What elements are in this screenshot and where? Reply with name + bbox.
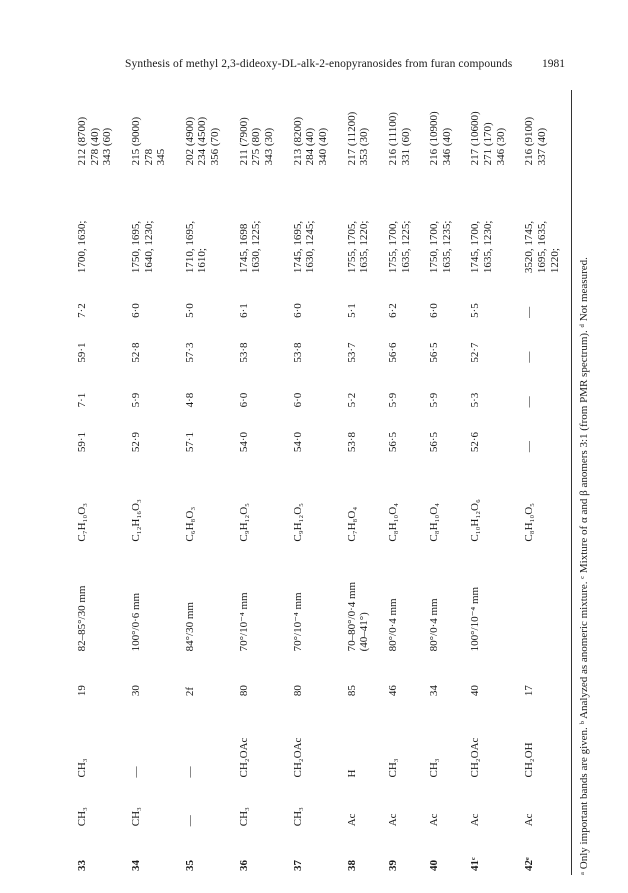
hydrogen-found-cell: 6·0 [129, 303, 142, 318]
uv-maxima-line: 234 (4500) [196, 116, 209, 166]
carbon-calculated-cell: 54·0 [291, 431, 304, 453]
uv-maxima-line: 216 (11100) [386, 112, 399, 166]
boiling-point-line: 100°/0·6 mm [129, 592, 142, 652]
hydrogen-found-cell: 6·0 [291, 303, 304, 318]
boiling-point-cell [72, 546, 120, 656]
ir-bands-cell [72, 169, 120, 277]
carbon-found-cell: — [523, 351, 536, 363]
carbon-found-cell: 57·3 [183, 342, 196, 363]
uv-maxima-line: 346 (30) [494, 127, 507, 166]
ir-bands-cell [513, 169, 567, 277]
boiling-point-line: 70°/10⁻⁴ mm [291, 592, 304, 652]
hydrogen-calculated-cell: — [523, 396, 536, 408]
uv-maxima-cell [336, 90, 377, 169]
uv-maxima-line: 216 (10900) [428, 111, 441, 166]
uv-maxima-line: 331 (60) [399, 127, 412, 166]
substituent-r1-cell: Ac [523, 813, 536, 827]
ir-bands-line: 1640, 1230; [142, 220, 155, 274]
carbon-calculated-cell: 57·1 [183, 431, 196, 453]
ir-bands-line: 1700, 1630; [76, 220, 88, 274]
uv-maxima-line: 217 (11200) [345, 111, 358, 166]
boiling-point-line: 70°/10⁻⁴ mm [237, 592, 250, 652]
ir-bands-cell [228, 169, 282, 277]
table-row [459, 90, 513, 875]
uv-maxima-line: 337 (40) [536, 127, 549, 166]
ir-bands-cell [459, 169, 513, 277]
formula-cell: C₈H₁₀O₄ [386, 503, 399, 542]
compound-number-cell: 38 [345, 860, 358, 871]
hydrogen-calculated-cell: 7·1 [76, 392, 88, 408]
uv-maxima-line: 202 (4900) [183, 116, 196, 166]
formula-cell: C₁₀H₁₂O₆ [469, 499, 482, 542]
uv-maxima-line: 216 (9100) [523, 116, 536, 166]
yield-cell: 34 [428, 685, 441, 697]
substituent-r2-cell: CH₂OH [523, 742, 536, 778]
ir-bands-line: 1610; [196, 248, 209, 274]
boiling-point-line: 70–80°/0·4 mm [345, 581, 358, 652]
ir-bands-line: 1750, 1700, [428, 220, 441, 274]
formula-cell: C₁₂H₁₆O₃ [129, 499, 142, 542]
hydrogen-found-cell: 6·0 [428, 303, 441, 318]
boiling-point-cell [120, 546, 174, 656]
hydrogen-calculated-cell: 6·0 [237, 392, 250, 408]
substituent-r2-cell: CH₂OAc [291, 737, 304, 778]
substituent-r1-cell: CH₃ [237, 807, 250, 827]
boiling-point-line: 100°/10⁻⁴ mm [469, 586, 482, 652]
table-row [120, 90, 174, 875]
table-row [72, 90, 120, 875]
uv-maxima-line: 278 (40) [88, 127, 101, 166]
carbon-calculated-cell: 56·5 [386, 431, 399, 453]
yield-cell: 30 [129, 685, 142, 697]
ir-bands-cell [174, 169, 228, 277]
hydrogen-found-cell: 6·1 [237, 303, 250, 318]
carbon-found-cell: 52·8 [129, 342, 142, 363]
boiling-point-cell [336, 546, 377, 656]
carbon-calculated-cell: 54·0 [237, 431, 250, 453]
compound-number-cell: 39 [386, 860, 399, 871]
hydrogen-calculated-cell: 6·0 [291, 392, 304, 408]
yield-cell: 2f [183, 686, 196, 697]
substituent-r2-cell: — [129, 766, 142, 778]
table-row [282, 90, 336, 875]
formula-cell: C₈H₁₀O₅ [523, 503, 536, 542]
boiling-point-cell [377, 546, 418, 656]
uv-maxima-cell [418, 90, 459, 169]
uv-maxima-line: 345 [155, 148, 168, 166]
table-bottom-rule [571, 90, 572, 875]
hydrogen-found-cell: — [523, 306, 536, 318]
formula-cell: C₇H₈O₄ [345, 506, 358, 542]
ir-bands-cell [120, 169, 174, 277]
substituent-r1-cell: CH₃ [129, 807, 142, 827]
running-header [125, 58, 565, 78]
ir-bands-line: 1635, 1235; [440, 220, 453, 274]
ir-bands-line: 1635, 1230; [482, 220, 495, 274]
carbon-found-cell: 59·1 [76, 342, 88, 363]
boiling-point-cell [418, 546, 459, 656]
substituent-r1-cell: — [183, 815, 196, 827]
uv-maxima-line: 215 (9000) [129, 116, 142, 166]
uv-maxima-line: 217 (10600) [469, 111, 482, 166]
substituent-r1-cell: CH₃ [76, 807, 88, 827]
ir-bands-line: 1630, 1245; [304, 220, 317, 274]
uv-maxima-line: 356 (70) [209, 127, 222, 166]
ir-bands-line: 1745, 1700, [469, 220, 482, 274]
table-row [336, 90, 377, 875]
table-row [228, 90, 282, 875]
compound-number-cell: 37 [291, 860, 304, 871]
substituent-r1-cell: Ac [345, 813, 358, 827]
boiling-point-line: 80°/0·4 mm [386, 598, 399, 652]
hydrogen-found-cell: 5·5 [469, 303, 482, 318]
uv-maxima-cell [72, 90, 120, 169]
substituent-r1-cell: Ac [428, 813, 441, 827]
boiling-point-cell [513, 546, 567, 656]
hydrogen-calculated-cell: 5·3 [469, 392, 482, 408]
ir-bands-line: 1630, 1225; [250, 220, 263, 274]
hydrogen-calculated-cell: 5·9 [129, 392, 142, 408]
yield-cell: 80 [237, 685, 250, 697]
hydrogen-calculated-cell: 5·2 [345, 392, 358, 408]
boiling-point-line: 82–85°/30 mm [76, 585, 88, 652]
carbon-calculated-cell: 59·1 [76, 431, 88, 453]
ir-bands-cell [418, 169, 459, 277]
boiling-point-cell [174, 546, 228, 656]
ir-bands-line: 1635, 1225; [399, 220, 412, 274]
boiling-point-line: 80°/0·4 mm [428, 598, 441, 652]
carbon-calculated-cell: 52·6 [469, 431, 482, 453]
substituent-r2-cell: CH₂OAc [469, 737, 482, 778]
carbon-found-cell: 56·5 [428, 342, 441, 363]
uv-maxima-line: 213 (8200) [291, 116, 304, 166]
ir-bands-line: 1710, 1695, [183, 220, 196, 274]
compound-number-cell: 36 [237, 860, 250, 871]
uv-maxima-line: 278 [142, 148, 155, 166]
uv-maxima-cell [513, 90, 567, 169]
yield-cell: 85 [345, 685, 358, 697]
carbon-found-cell: 53·7 [345, 342, 358, 363]
boiling-point-line: 84°/30 mm [183, 602, 196, 652]
uv-maxima-line: 343 (30) [263, 127, 276, 166]
formula-cell: C₇H₁₀O₃ [76, 503, 88, 542]
compound-number-cell: 42ᵉ [523, 857, 536, 871]
ir-bands-line: 1220; [548, 248, 561, 274]
uv-maxima-line: 275 (80) [250, 127, 263, 166]
ir-bands-cell [282, 169, 336, 277]
page-number: 1981 [542, 58, 565, 70]
yield-cell: 46 [386, 685, 399, 697]
compound-number-cell: 40 [428, 860, 441, 871]
carbon-found-cell: 56·6 [386, 342, 399, 363]
boiling-point-cell [459, 546, 513, 656]
uv-maxima-line: 343 (60) [101, 127, 114, 166]
yield-cell: 19 [76, 685, 88, 697]
compound-number-cell: 33 [76, 860, 88, 871]
uv-maxima-line: 212 (8700) [76, 116, 88, 166]
rotated-table-block [72, 90, 592, 875]
substituent-r2-cell: H [345, 769, 358, 778]
boiling-point-line: (40–41°) [358, 612, 371, 652]
hydrogen-calculated-cell: 5·9 [386, 392, 399, 408]
boiling-point-cell [228, 546, 282, 656]
carbon-calculated-cell: 56·5 [428, 431, 441, 453]
substituent-r1-cell: Ac [386, 813, 399, 827]
boiling-point-cell [282, 546, 336, 656]
formula-cell: C₈H₁₀O₄ [428, 503, 441, 542]
ir-bands-line: 1635, 1220; [358, 220, 371, 274]
carbon-calculated-cell: — [523, 441, 536, 453]
uv-maxima-line: 340 (40) [316, 127, 329, 166]
ir-bands-line: 3520, 1745, [523, 220, 536, 274]
hydrogen-found-cell: 5·1 [345, 303, 358, 318]
formula-cell: C₉H₁₂O₅ [291, 503, 304, 542]
table-row [377, 90, 418, 875]
ir-bands-line: 1755, 1700, [386, 220, 399, 274]
hydrogen-found-cell: 6·2 [386, 303, 399, 318]
ir-bands-line: 1695, 1635, [536, 220, 549, 274]
yield-cell: 40 [469, 685, 482, 697]
ir-bands-line: 1755, 1705, [345, 220, 358, 274]
carbon-calculated-cell: 52·9 [129, 431, 142, 453]
table-row [418, 90, 459, 875]
substituent-r2-cell: — [183, 766, 196, 778]
table-row [513, 90, 567, 875]
substituent-r1-cell: Ac [469, 813, 482, 827]
substituent-r2-cell: CH₃ [386, 758, 399, 778]
formula-cell: C₆H₈O₃ [183, 506, 196, 542]
uv-maxima-cell [228, 90, 282, 169]
uv-maxima-cell [174, 90, 228, 169]
compound-number-cell: 41ᶜ [469, 857, 482, 871]
table-footnote: ᵃ Only important bands are given. ᵇ Analyzed as anomeric mixture. ᶜ Mixture of α and β anomers 3:1 (from PMR spectrum). ᵈ Not measured. [578, 257, 591, 875]
uv-maxima-cell [377, 90, 418, 169]
compound-data-table [72, 90, 567, 875]
ir-bands-cell [377, 169, 418, 277]
yield-cell: 17 [523, 685, 536, 697]
running-title: Synthesis of methyl 2,3-dideoxy-DL-alk-2-enopyranosides from furan compounds [125, 58, 513, 70]
ir-bands-line: 1745, 1695, [291, 220, 304, 274]
uv-maxima-cell [282, 90, 336, 169]
uv-maxima-line: 211 (7900) [237, 117, 250, 166]
hydrogen-found-cell: 5·0 [183, 303, 196, 318]
carbon-found-cell: 52·7 [469, 342, 482, 363]
hydrogen-found-cell: 7·2 [76, 303, 88, 318]
uv-maxima-line: 346 (40) [440, 127, 453, 166]
yield-cell: 80 [291, 685, 304, 697]
compound-number-cell: 35 [183, 860, 196, 871]
formula-cell: C₉H₁₂O₅ [237, 503, 250, 542]
uv-maxima-line: 353 (30) [358, 127, 371, 166]
compound-number-cell: 34 [129, 860, 142, 871]
uv-maxima-line: 271 (170) [482, 122, 495, 166]
substituent-r2-cell: CH₂OAc [237, 737, 250, 778]
ir-bands-line: 1750, 1695, [129, 220, 142, 274]
substituent-r2-cell: CH₃ [76, 758, 88, 778]
uv-maxima-cell [459, 90, 513, 169]
uv-maxima-cell [120, 90, 174, 169]
substituent-r2-cell: CH₃ [428, 758, 441, 778]
substituent-r1-cell: CH₃ [291, 807, 304, 827]
uv-maxima-line: 284 (40) [304, 127, 317, 166]
table-row [174, 90, 228, 875]
carbon-calculated-cell: 53·8 [345, 431, 358, 453]
hydrogen-calculated-cell: 4·8 [183, 392, 196, 408]
ir-bands-line: 1745, 1698 [237, 223, 250, 274]
ir-bands-cell [336, 169, 377, 277]
carbon-found-cell: 53·8 [291, 342, 304, 363]
carbon-found-cell: 53·8 [237, 342, 250, 363]
hydrogen-calculated-cell: 5·9 [428, 392, 441, 408]
